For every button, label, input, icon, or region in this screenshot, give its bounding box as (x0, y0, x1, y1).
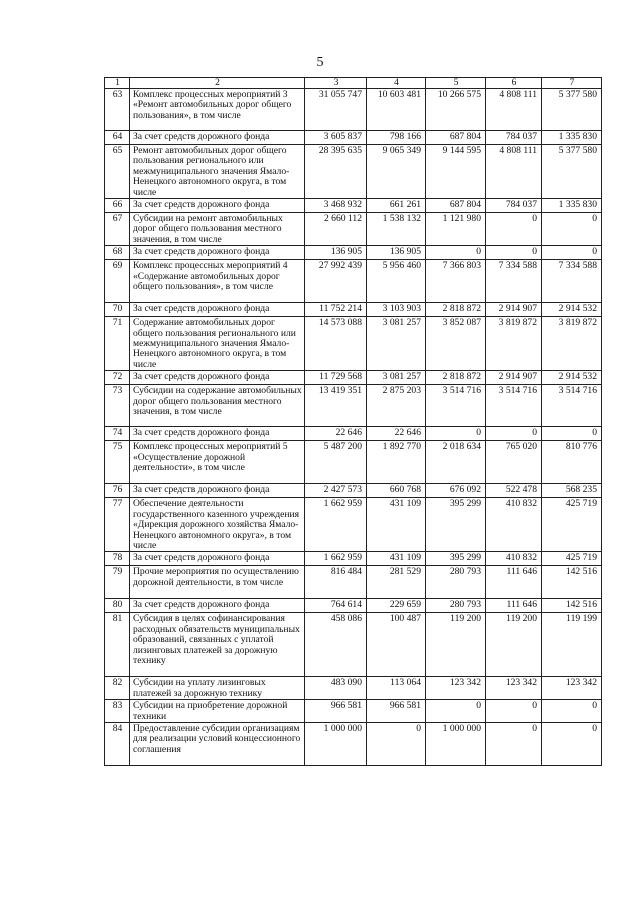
table-row (105, 613, 602, 677)
column-header: 1 (105, 78, 130, 89)
row-value-cell: 11 729 568 (305, 371, 367, 385)
row-name-cell: За счет средств дорожного фонда (130, 427, 305, 441)
row-value-cell: 0 (486, 246, 542, 260)
row-value-cell: 0 (542, 213, 602, 246)
row-value-cell: 0 (486, 722, 542, 765)
row-value-cell: 3 103 903 (367, 303, 426, 317)
row-value-cell: 2 018 634 (426, 441, 486, 484)
row-value-cell: 0 (426, 246, 486, 260)
row-value-cell: 2 914 532 (542, 371, 602, 385)
row-name-cell: За счет средств дорожного фонда (130, 371, 305, 385)
row-value-cell: 458 086 (305, 613, 367, 677)
row-value-cell: 676 092 (426, 484, 486, 498)
row-value-cell: 2 875 203 (367, 385, 426, 427)
row-name-cell: Содержание автомобильных дорог общего пользования регионального или межмуниципального значения Ямало-Ненецкого автономного округа, в том числе (130, 317, 305, 371)
row-value-cell: 0 (542, 427, 602, 441)
row-value-cell: 0 (367, 722, 426, 765)
row-value-cell: 3 819 872 (542, 317, 602, 371)
row-value-cell: 7 334 588 (486, 260, 542, 303)
table-row (105, 131, 602, 145)
row-value-cell: 229 659 (367, 599, 426, 613)
row-value-cell: 522 478 (486, 484, 542, 498)
row-name-cell: За счет средств дорожного фонда (130, 552, 305, 566)
row-value-cell: 410 832 (486, 498, 542, 552)
table-row (105, 427, 602, 441)
row-value-cell: 483 090 (305, 677, 367, 700)
row-value-cell: 2 427 573 (305, 484, 367, 498)
row-name-cell: За счет средств дорожного фонда (130, 246, 305, 260)
row-value-cell: 22 646 (305, 427, 367, 441)
row-value-cell: 123 342 (426, 677, 486, 700)
row-value-cell: 3 514 716 (486, 385, 542, 427)
row-value-cell: 123 342 (486, 677, 542, 700)
row-value-cell: 281 529 (367, 566, 426, 599)
row-name-cell: Субсидии на содержание автомобильных дорог общего пользования местного значения, в том числе (130, 385, 305, 427)
row-value-cell: 142 516 (542, 599, 602, 613)
row-value-cell: 4 808 111 (486, 89, 542, 131)
row-value-cell: 123 342 (542, 677, 602, 700)
row-name-cell: Субсидии на ремонт автомобильных дорог общего пользования местного значения, в том числе (130, 213, 305, 246)
table-row (105, 677, 602, 700)
row-value-cell: 810 776 (542, 441, 602, 484)
table-row (105, 385, 602, 427)
row-number-cell: 72 (105, 371, 130, 385)
row-value-cell: 395 299 (426, 552, 486, 566)
row-value-cell: 966 581 (367, 700, 426, 723)
row-number-cell: 79 (105, 566, 130, 599)
row-name-cell: Прочие мероприятия по осуществлению дорожной деятельности, в том числе (130, 566, 305, 599)
row-value-cell: 5 487 200 (305, 441, 367, 484)
row-value-cell: 10 603 481 (367, 89, 426, 131)
row-value-cell: 431 109 (367, 498, 426, 552)
row-value-cell: 784 037 (486, 131, 542, 145)
row-value-cell: 1 000 000 (305, 722, 367, 765)
row-value-cell: 2 914 907 (486, 371, 542, 385)
row-number-cell: 77 (105, 498, 130, 552)
budget-table (104, 77, 602, 766)
row-value-cell: 1 000 000 (426, 722, 486, 765)
row-value-cell: 3 081 257 (367, 371, 426, 385)
page-number: 5 (316, 55, 324, 70)
row-value-cell: 1 662 959 (305, 552, 367, 566)
table-row (105, 700, 602, 723)
row-value-cell: 687 804 (426, 199, 486, 213)
table-row (105, 599, 602, 613)
row-value-cell: 1 335 830 (542, 199, 602, 213)
row-number-cell: 68 (105, 246, 130, 260)
row-value-cell: 0 (542, 722, 602, 765)
row-number-cell: 67 (105, 213, 130, 246)
row-number-cell: 73 (105, 385, 130, 427)
row-value-cell: 100 487 (367, 613, 426, 677)
row-number-cell: 76 (105, 484, 130, 498)
row-value-cell: 9 065 349 (367, 145, 426, 199)
table-row (105, 145, 602, 199)
row-number-cell: 83 (105, 700, 130, 723)
row-value-cell: 3 081 257 (367, 317, 426, 371)
row-name-cell: Субсидии на приобретение дорожной техники (130, 700, 305, 723)
row-number-cell: 66 (105, 199, 130, 213)
row-value-cell: 3 468 932 (305, 199, 367, 213)
row-value-cell: 113 064 (367, 677, 426, 700)
row-value-cell: 13 419 351 (305, 385, 367, 427)
row-value-cell: 14 573 088 (305, 317, 367, 371)
table-row (105, 552, 602, 566)
row-value-cell: 27 992 439 (305, 260, 367, 303)
row-value-cell: 5 956 460 (367, 260, 426, 303)
table-row (105, 317, 602, 371)
row-value-cell: 3 514 716 (542, 385, 602, 427)
row-number-cell: 69 (105, 260, 130, 303)
row-value-cell: 280 793 (426, 566, 486, 599)
row-value-cell: 1 538 132 (367, 213, 426, 246)
row-name-cell: За счет средств дорожного фонда (130, 599, 305, 613)
row-name-cell: Ремонт автомобильных дорог общего пользования регионального или межмуниципального значения Ямало-Ненецкого автономного округа, в том числе (130, 145, 305, 199)
table-row (105, 722, 602, 765)
row-number-cell: 80 (105, 599, 130, 613)
column-header: 6 (486, 78, 542, 89)
row-value-cell: 136 905 (305, 246, 367, 260)
row-name-cell: Субсидии на уплату лизинговых платежей за дорожную технику (130, 677, 305, 700)
row-value-cell: 798 166 (367, 131, 426, 145)
row-name-cell: За счет средств дорожного фонда (130, 484, 305, 498)
table-row (105, 484, 602, 498)
row-value-cell: 966 581 (305, 700, 367, 723)
row-value-cell: 4 808 111 (486, 145, 542, 199)
row-value-cell: 395 299 (426, 498, 486, 552)
row-number-cell: 78 (105, 552, 130, 566)
row-value-cell: 0 (486, 700, 542, 723)
row-value-cell: 3 852 087 (426, 317, 486, 371)
row-value-cell: 5 377 580 (542, 145, 602, 199)
row-number-cell: 63 (105, 89, 130, 131)
row-value-cell: 9 144 595 (426, 145, 486, 199)
row-name-cell: За счет средств дорожного фонда (130, 131, 305, 145)
row-value-cell: 2 818 872 (426, 371, 486, 385)
row-number-cell: 84 (105, 722, 130, 765)
column-header: 4 (367, 78, 426, 89)
row-value-cell: 687 804 (426, 131, 486, 145)
column-header: 3 (305, 78, 367, 89)
row-number-cell: 74 (105, 427, 130, 441)
column-header: 5 (426, 78, 486, 89)
row-value-cell: 816 484 (305, 566, 367, 599)
row-value-cell: 2 914 532 (542, 303, 602, 317)
row-value-cell: 7 366 803 (426, 260, 486, 303)
row-number-cell: 65 (105, 145, 130, 199)
row-value-cell: 3 514 716 (426, 385, 486, 427)
row-value-cell: 784 037 (486, 199, 542, 213)
row-value-cell: 119 199 (542, 613, 602, 677)
row-value-cell: 280 793 (426, 599, 486, 613)
row-value-cell: 0 (542, 246, 602, 260)
row-value-cell: 28 395 635 (305, 145, 367, 199)
row-number-cell: 71 (105, 317, 130, 371)
row-number-cell: 70 (105, 303, 130, 317)
row-name-cell: Предоставление субсидии организациям для реализации условий концессионного соглашения (130, 722, 305, 765)
table-row (105, 566, 602, 599)
table-row (105, 246, 602, 260)
row-value-cell: 5 377 580 (542, 89, 602, 131)
row-value-cell: 22 646 (367, 427, 426, 441)
row-value-cell: 7 334 588 (542, 260, 602, 303)
table-row (105, 199, 602, 213)
table-body (105, 78, 602, 766)
row-value-cell: 1 662 959 (305, 498, 367, 552)
row-name-cell: Комплекс процессных мероприятий 5 «Осуществление дорожной деятельности», в том числе (130, 441, 305, 484)
row-value-cell: 765 020 (486, 441, 542, 484)
table-row (105, 303, 602, 317)
table-row (105, 260, 602, 303)
row-value-cell: 410 832 (486, 552, 542, 566)
row-name-cell: Комплекс процессных мероприятий 3 «Ремонт автомобильных дорог общего пользования», в том числе (130, 89, 305, 131)
row-value-cell: 31 055 747 (305, 89, 367, 131)
row-value-cell: 111 646 (486, 599, 542, 613)
row-name-cell: Обеспечение деятельности государственного казенного учреждения «Дирекция дорожного хозяйства Ямало-Ненецкого автономного округа», в том числе (130, 498, 305, 552)
row-number-cell: 82 (105, 677, 130, 700)
row-value-cell: 11 752 214 (305, 303, 367, 317)
row-value-cell: 0 (486, 427, 542, 441)
row-value-cell: 568 235 (542, 484, 602, 498)
row-value-cell: 2 818 872 (426, 303, 486, 317)
row-value-cell: 111 646 (486, 566, 542, 599)
row-value-cell: 425 719 (542, 552, 602, 566)
row-value-cell: 136 905 (367, 246, 426, 260)
row-value-cell: 1 335 830 (542, 131, 602, 145)
row-number-cell: 64 (105, 131, 130, 145)
row-number-cell: 81 (105, 613, 130, 677)
column-header: 2 (130, 78, 305, 89)
row-number-cell: 75 (105, 441, 130, 484)
row-name-cell: За счет средств дорожного фонда (130, 199, 305, 213)
table-row (105, 371, 602, 385)
row-value-cell: 2 914 907 (486, 303, 542, 317)
row-value-cell: 431 109 (367, 552, 426, 566)
row-value-cell: 1 121 980 (426, 213, 486, 246)
row-value-cell: 0 (486, 213, 542, 246)
table-row (105, 498, 602, 552)
row-value-cell: 425 719 (542, 498, 602, 552)
column-header: 7 (542, 78, 602, 89)
row-value-cell: 119 200 (486, 613, 542, 677)
row-name-cell: Субсидия в целях софинансирования расходных обязательств муниципальных образований, связанных с уплатой лизинговых платежей за дорожную технику (130, 613, 305, 677)
row-value-cell: 119 200 (426, 613, 486, 677)
row-value-cell: 0 (426, 700, 486, 723)
row-value-cell: 660 768 (367, 484, 426, 498)
row-value-cell: 10 266 575 (426, 89, 486, 131)
row-value-cell: 3 819 872 (486, 317, 542, 371)
row-value-cell: 764 614 (305, 599, 367, 613)
header-row (105, 78, 602, 89)
row-value-cell: 661 261 (367, 199, 426, 213)
row-value-cell: 142 516 (542, 566, 602, 599)
table-row (105, 441, 602, 484)
row-name-cell: За счет средств дорожного фонда (130, 303, 305, 317)
row-value-cell: 0 (426, 427, 486, 441)
row-value-cell: 2 660 112 (305, 213, 367, 246)
row-value-cell: 1 892 770 (367, 441, 426, 484)
table-row (105, 89, 602, 131)
row-value-cell: 0 (542, 700, 602, 723)
table-row (105, 213, 602, 246)
row-name-cell: Комплекс процессных мероприятий 4 «Содержание автомобильных дорог общего пользования», в том числе (130, 260, 305, 303)
row-value-cell: 3 605 837 (305, 131, 367, 145)
